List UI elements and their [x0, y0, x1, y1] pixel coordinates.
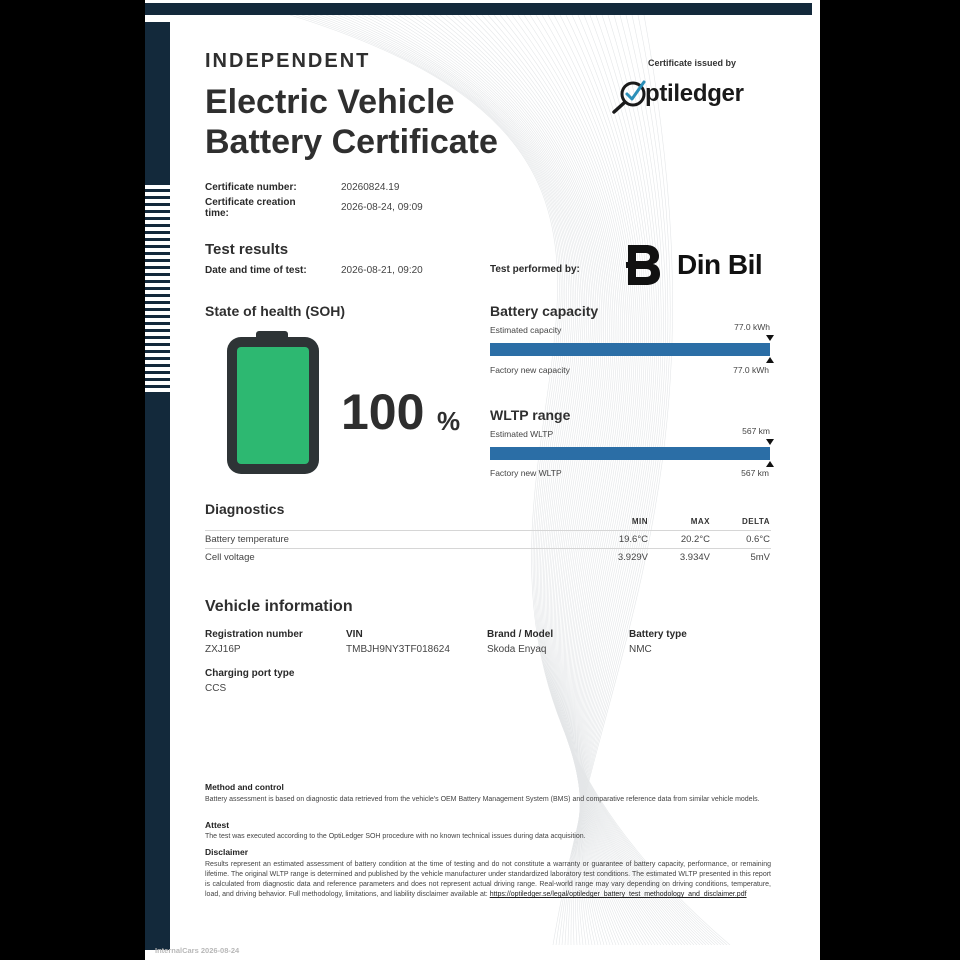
diagnostics-row-divider: [205, 548, 771, 549]
method-heading: Method and control: [205, 782, 284, 792]
wave-line: [559, 15, 668, 945]
estimated-capacity-value: 77.0 kWh: [734, 322, 770, 332]
disclaimer-link[interactable]: https://optiledger.se/legal/optiledger_battery_test_methodology_and_disclaimer.pdf: [489, 891, 747, 898]
diag-row-2-max: 3.934V: [679, 552, 710, 563]
attest-text: The test was executed according to the OptiLedger SOH procedure with no known technical issues during data acquisition.: [205, 833, 586, 840]
disclaimer-heading: Disclaimer: [205, 847, 248, 857]
diag-row-2-min: 3.929V: [617, 552, 648, 563]
capacity-bar-track: [490, 343, 770, 356]
soh-value: 100: [341, 384, 425, 440]
left-solid-band-bottom: [145, 394, 170, 950]
certificate-number-value: 20260824.19: [341, 182, 400, 193]
battery-icon: [227, 331, 319, 474]
left-decorative-column: [145, 22, 170, 950]
brand-model-label: Brand / Model: [487, 629, 554, 640]
test-results-heading: Test results: [205, 241, 289, 258]
top-accent-bar: [145, 3, 812, 15]
diagnostics-divider: [205, 530, 771, 531]
charging-port-value: CCS: [205, 683, 227, 694]
diag-row-1-delta: 0.6°C: [746, 534, 770, 545]
charging-port-label: Charging port type: [205, 668, 295, 679]
estimated-wltp-marker-icon: [766, 439, 774, 445]
diag-row-1-label: Battery temperature: [205, 534, 289, 545]
left-solid-band-top: [145, 22, 170, 182]
soh-unit: %: [437, 406, 461, 436]
estimated-capacity-label: Estimated capacity: [490, 325, 562, 335]
soh-heading: State of health (SOH): [205, 303, 346, 319]
title-line-2: Battery Certificate: [205, 123, 498, 161]
left-stripe-pattern: [145, 182, 170, 394]
certificate-creation-value: 2026-08-24, 09:09: [341, 202, 423, 213]
battery-type-label: Battery type: [629, 629, 687, 640]
factory-capacity-value: 77.0 kWh: [733, 365, 769, 375]
method-text: Battery assessment is based on diagnostic data retrieved from the vehicle's OEM Battery Management System (BMS) and comparative reference data from similar vehicle models.: [205, 796, 760, 803]
title-line-1: Electric Vehicle: [205, 83, 455, 121]
wave-line: [562, 15, 666, 945]
optiledger-logo: [611, 76, 771, 116]
din-bil-logo-text: Din Bil: [677, 249, 763, 280]
vin-value: TMBJH9NY3TF018624: [346, 644, 450, 655]
diag-row-2-label: Cell voltage: [205, 552, 255, 563]
optiledger-logo-text: ptiledger: [645, 80, 744, 107]
factory-capacity-label: Factory new capacity: [490, 365, 570, 375]
test-date-value: 2026-08-21, 09:20: [341, 265, 423, 276]
creation-label-line-1: Certificate creation: [205, 197, 296, 208]
page-title: [205, 82, 498, 162]
col-header-delta: DELTA: [742, 517, 770, 526]
capacity-bar-fill: [490, 343, 770, 356]
battery-fill-area: [237, 347, 309, 464]
factory-wltp-marker-icon: [766, 461, 774, 467]
wltp-bar-fill: [490, 447, 770, 460]
certificate-creation-label: [205, 197, 296, 219]
eyebrow-text: INDEPENDENT: [205, 50, 371, 72]
din-bil-b-icon: [626, 243, 662, 287]
registration-label: Registration number: [205, 629, 303, 640]
diag-row-2-delta: 5mV: [750, 552, 770, 563]
din-bil-logo: [626, 243, 776, 289]
battery-capacity-heading: Battery capacity: [490, 303, 599, 319]
battery-level-fill: [237, 347, 309, 464]
disclaimer-text: Results represent an estimated assessment of battery condition at the time of testing and do not constitute a warranty or guarantee of battery capacity, performance, or remaining lifetime. The original WLTP range is determined and published by the vehicle manufacturer under standardized laboratory test conditions. The estimated WLTP presented in this report is calculated from diagnostic data and reference parameters and does not represent actual driving range. Real-world range may vary depending on driving conditions, temperature, load, and driving behavior. Full methodology, limitations, and liability disclaimer available at:: [205, 861, 771, 898]
wltp-bar-track: [490, 447, 770, 460]
col-header-min: MIN: [631, 517, 648, 526]
issued-by-label: Certificate issued by: [648, 58, 737, 68]
brand-model-value: Skoda Enyaq: [487, 644, 547, 655]
certificate-number-label: Certificate number:: [205, 182, 297, 193]
estimated-capacity-marker-icon: [766, 335, 774, 341]
wltp-heading: WLTP range: [490, 407, 571, 423]
factory-wltp-value: 567 km: [741, 468, 769, 478]
attest-heading: Attest: [205, 820, 230, 830]
test-performed-by-label: Test performed by:: [490, 264, 580, 275]
col-header-max: MAX: [690, 517, 710, 526]
battery-body: [227, 337, 319, 474]
creation-label-line-2: time:: [205, 208, 229, 219]
estimated-wltp-label: Estimated WLTP: [490, 429, 554, 439]
diag-row-1-max: 20.2°C: [680, 534, 710, 545]
certificate-page: [145, 0, 820, 960]
disclaimer-body: [205, 860, 771, 900]
vehicle-info-heading: Vehicle information: [205, 598, 353, 615]
registration-value: ZXJ16P: [205, 644, 241, 655]
estimated-wltp-value: 567 km: [742, 426, 770, 436]
battery-type-value: NMC: [629, 644, 652, 655]
factory-wltp-label: Factory new WLTP: [490, 468, 562, 478]
test-date-label: Date and time of test:: [205, 265, 307, 276]
diagnostics-heading: Diagnostics: [205, 501, 285, 517]
vin-label: VIN: [346, 629, 363, 640]
factory-capacity-marker-icon: [766, 357, 774, 363]
footer-watermark: InternalCars 2026-08-24: [155, 946, 240, 955]
diag-row-1-min: 19.6°C: [618, 534, 648, 545]
